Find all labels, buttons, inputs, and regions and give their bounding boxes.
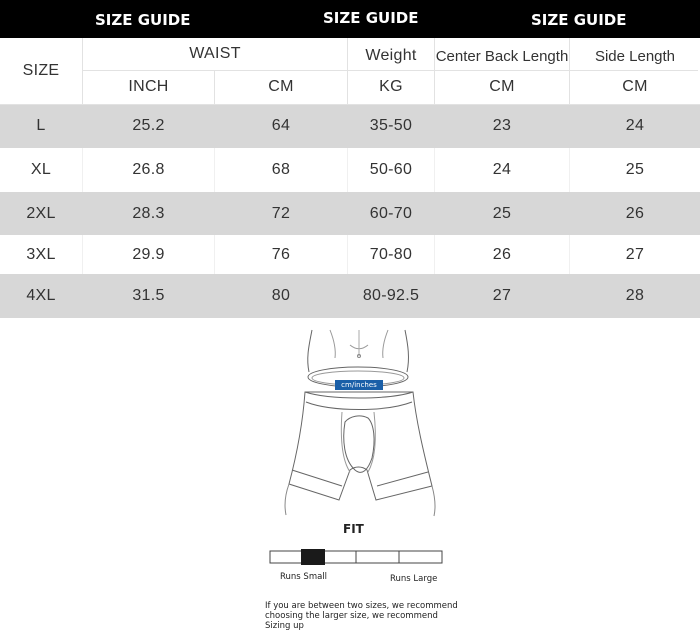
row-xl-size: XL xyxy=(30,161,52,178)
unit-kg: KG xyxy=(379,78,403,95)
fit-title: FIT xyxy=(343,522,364,536)
row-4xl-side: 28 xyxy=(625,287,645,304)
row-xl-inch: 26.8 xyxy=(132,161,165,178)
size-guide-title-2: SIZE GUIDE xyxy=(323,9,419,27)
sizing-note: If you are between two sizes, we recommend choosing the larger size, we recommend Sizing up xyxy=(265,601,458,631)
unit-cm-center-back: CM xyxy=(489,78,515,95)
center-back-length-header: Center Back Length xyxy=(435,47,569,65)
row-l-center-back: 23 xyxy=(492,117,512,134)
row-2xl-cm: 72 xyxy=(271,204,291,222)
row-xl-kg: 50-60 xyxy=(369,161,413,178)
row-4xl-kg: 80-92.5 xyxy=(362,287,420,304)
row-3xl-size: 3XL xyxy=(26,245,56,263)
fit-scale xyxy=(270,549,442,565)
waist-column-header: WAIST xyxy=(189,45,241,62)
size-guide-title-1: SIZE GUIDE xyxy=(95,11,191,29)
side-length-header: Side Length xyxy=(594,47,676,65)
row-2xl-center-back: 25 xyxy=(492,204,512,222)
unit-cm-side: CM xyxy=(622,78,648,95)
row-2xl-inch: 28.3 xyxy=(132,204,165,222)
row-xl-center-back: 24 xyxy=(492,161,512,178)
row-xl-side: 25 xyxy=(625,161,645,178)
size-column-header: SIZE xyxy=(22,62,60,79)
row-2xl-kg: 60-70 xyxy=(369,204,413,222)
unit-cm-waist: CM xyxy=(268,78,294,95)
row-3xl-cm: 76 xyxy=(271,245,291,263)
row-l-cm: 64 xyxy=(271,117,291,134)
row-4xl-cm: 80 xyxy=(271,287,291,304)
fit-indicator xyxy=(301,549,325,565)
row-2xl-side: 26 xyxy=(625,204,645,222)
row-3xl-side: 27 xyxy=(625,245,645,263)
runs-large-label: Runs Large xyxy=(390,574,438,584)
row-3xl-kg: 70-80 xyxy=(369,245,413,263)
row-4xl-center-back: 27 xyxy=(492,287,512,304)
row-4xl-inch: 31.5 xyxy=(132,287,165,304)
row-xl-cm: 68 xyxy=(271,161,291,178)
row-3xl-inch: 29.9 xyxy=(132,245,165,263)
row-l-inch: 25.2 xyxy=(132,117,165,134)
row-4xl-size: 4XL xyxy=(26,287,56,304)
row-l-side: 24 xyxy=(625,117,645,134)
tape-label: cm/inches xyxy=(341,381,377,389)
runs-small-label: Runs Small xyxy=(280,572,328,582)
row-l-size: L xyxy=(36,117,46,134)
row-3xl-center-back: 26 xyxy=(492,245,512,263)
row-l-kg: 35-50 xyxy=(369,117,413,134)
size-guide-title-3: SIZE GUIDE xyxy=(531,11,627,29)
weight-column-header: Weight xyxy=(365,47,417,64)
unit-inch: INCH xyxy=(128,78,169,95)
row-2xl-size: 2XL xyxy=(26,204,56,222)
